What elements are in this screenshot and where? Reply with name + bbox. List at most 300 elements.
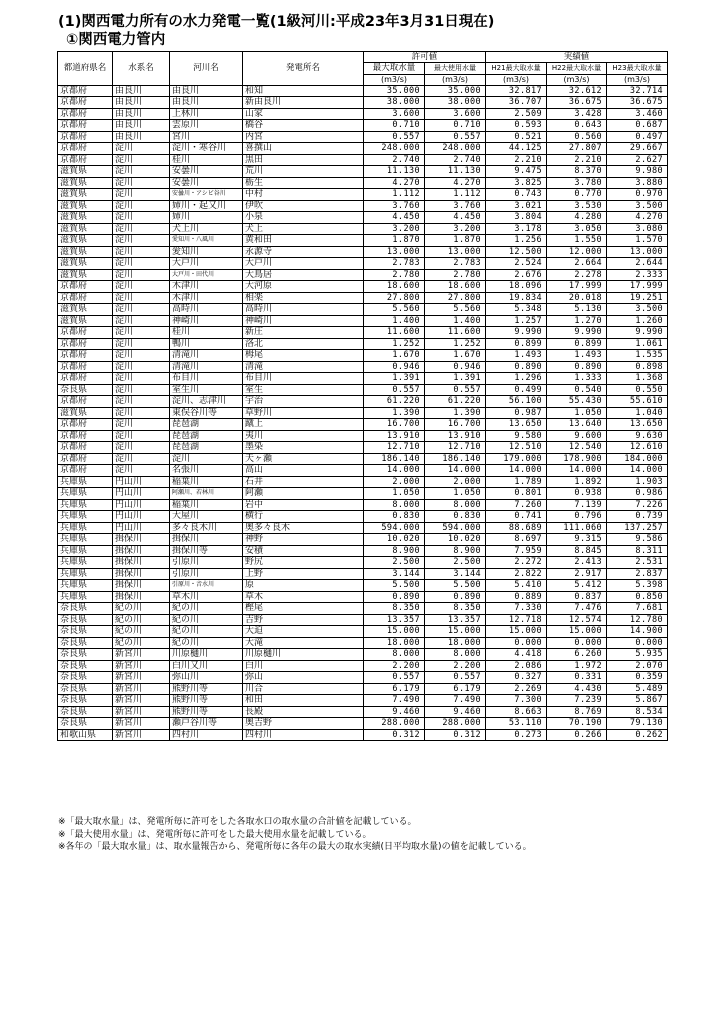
cell-h21: 0.521 [486, 131, 547, 143]
cell-max-intake: 2.780 [364, 269, 425, 281]
table-row [58, 476, 668, 488]
cell-h21: 32.817 [486, 85, 547, 97]
cell-system: 淀川 [113, 419, 170, 431]
cell-prefecture: 滋賀県 [58, 200, 113, 212]
cell-max-use: 4.270 [425, 177, 486, 189]
cell-h22: 12.000 [547, 246, 607, 258]
cell-river: 愛知川・八風川 [170, 235, 243, 247]
header-plant: 発電所名 [243, 52, 364, 86]
cell-system: 淀川 [113, 189, 170, 201]
cell-max-use: 248.000 [425, 143, 486, 155]
cell-h21: 12.510 [486, 442, 547, 454]
cell-h23: 0.000 [607, 637, 668, 649]
cell-max-intake: 1.112 [364, 189, 425, 201]
cell-max-use: 1.390 [425, 407, 486, 419]
cell-h21: 0.743 [486, 189, 547, 201]
cell-river: 安曇川 [170, 166, 243, 178]
cell-plant: 黒田 [243, 154, 364, 166]
table-row [58, 626, 668, 638]
cell-h21: 1.789 [486, 476, 547, 488]
table-row [58, 108, 668, 120]
cell-river: 桂川 [170, 327, 243, 339]
cell-max-intake: 0.557 [364, 384, 425, 396]
cell-h22: 8.769 [547, 706, 607, 718]
cell-prefecture: 京都府 [58, 465, 113, 477]
cell-h22: 1.972 [547, 660, 607, 672]
cell-plant: 安積 [243, 545, 364, 557]
cell-system: 淀川 [113, 373, 170, 385]
cell-system: 新宮川 [113, 683, 170, 695]
cell-max-use: 3.760 [425, 200, 486, 212]
cell-system: 淀川 [113, 281, 170, 293]
cell-max-use: 0.830 [425, 511, 486, 523]
cell-prefecture: 奈良県 [58, 649, 113, 661]
cell-prefecture: 京都府 [58, 131, 113, 143]
table-header [58, 52, 668, 86]
cell-system: 淀川 [113, 258, 170, 270]
cell-max-use: 4.450 [425, 212, 486, 224]
cell-h21: 0.000 [486, 637, 547, 649]
cell-system: 紀の川 [113, 637, 170, 649]
cell-h21: 15.000 [486, 626, 547, 638]
cell-h21: 9.475 [486, 166, 547, 178]
cell-h23: 79.130 [607, 718, 668, 730]
cell-h22: 36.675 [547, 97, 607, 109]
cell-max-intake: 8.350 [364, 603, 425, 615]
cell-max-intake: 16.700 [364, 419, 425, 431]
cell-h23: 4.270 [607, 212, 668, 224]
header-h23: H23最大取水量 [607, 63, 668, 75]
cell-max-intake: 9.460 [364, 706, 425, 718]
cell-h22: 0.266 [547, 729, 607, 741]
cell-prefecture: 京都府 [58, 350, 113, 362]
cell-prefecture: 京都府 [58, 85, 113, 97]
cell-h22: 0.770 [547, 189, 607, 201]
cell-plant: 室生 [243, 384, 364, 396]
cell-max-intake: 1.390 [364, 407, 425, 419]
cell-prefecture: 京都府 [58, 396, 113, 408]
cell-river: 阿瀬川、若林川 [170, 488, 243, 500]
cell-max-intake: 13.357 [364, 614, 425, 626]
table-row [58, 200, 668, 212]
cell-h21: 5.348 [486, 304, 547, 316]
cell-river: 紀の川 [170, 626, 243, 638]
table-row [58, 614, 668, 626]
cell-h22: 70.190 [547, 718, 607, 730]
cell-plant: 栂尾 [243, 350, 364, 362]
cell-h21: 0.899 [486, 338, 547, 350]
cell-max-intake: 288.000 [364, 718, 425, 730]
page-title: (1)関西電力所有の水力発電一覧(1級河川:平成23年3月31日現在) [58, 14, 495, 30]
cell-max-intake: 0.890 [364, 591, 425, 603]
cell-max-use: 1.050 [425, 488, 486, 500]
cell-h22: 20.018 [547, 292, 607, 304]
cell-max-intake: 13.910 [364, 430, 425, 442]
header-unit: (m3/s) [547, 74, 607, 85]
cell-max-intake: 13.000 [364, 246, 425, 258]
cell-h21: 3.021 [486, 200, 547, 212]
cell-river: 琵琶湖 [170, 442, 243, 454]
cell-max-intake: 3.144 [364, 568, 425, 580]
cell-max-intake: 7.490 [364, 695, 425, 707]
cell-max-intake: 594.000 [364, 522, 425, 534]
cell-system: 揖保川 [113, 580, 170, 592]
cell-max-use: 8.000 [425, 499, 486, 511]
table-row [58, 246, 668, 258]
cell-h21: 1.257 [486, 315, 547, 327]
section-subtitle: ①関西電力管内 [66, 32, 166, 48]
table-row [58, 212, 668, 224]
cell-max-use: 5.560 [425, 304, 486, 316]
cell-prefecture: 兵庫県 [58, 476, 113, 488]
cell-h23: 2.837 [607, 568, 668, 580]
cell-system: 新宮川 [113, 718, 170, 730]
table-row [58, 729, 668, 741]
cell-h22: 2.664 [547, 258, 607, 270]
cell-system: 淀川 [113, 407, 170, 419]
cell-plant: 岩中 [243, 499, 364, 511]
cell-max-intake: 0.312 [364, 729, 425, 741]
cell-max-use: 3.144 [425, 568, 486, 580]
cell-system: 淀川 [113, 235, 170, 247]
cell-h23: 13.650 [607, 419, 668, 431]
cell-plant: 新由良川 [243, 97, 364, 109]
cell-max-intake: 0.946 [364, 361, 425, 373]
cell-h21: 9.990 [486, 327, 547, 339]
cell-plant: 野尻 [243, 557, 364, 569]
cell-river: 木津川 [170, 281, 243, 293]
cell-max-intake: 18.600 [364, 281, 425, 293]
cell-h22: 0.890 [547, 361, 607, 373]
cell-system: 淀川 [113, 338, 170, 350]
table-row [58, 488, 668, 500]
cell-max-use: 1.252 [425, 338, 486, 350]
cell-prefecture: 滋賀県 [58, 407, 113, 419]
cell-max-use: 3.600 [425, 108, 486, 120]
cell-max-use: 594.000 [425, 522, 486, 534]
cell-prefecture: 兵庫県 [58, 580, 113, 592]
header-actual-group: 実績値 [486, 52, 668, 63]
cell-h23: 17.999 [607, 281, 668, 293]
cell-prefecture: 兵庫県 [58, 568, 113, 580]
cell-system: 新宮川 [113, 672, 170, 684]
table-row [58, 85, 668, 97]
cell-river: 瀬戸谷川等 [170, 718, 243, 730]
cell-river: 弥山川 [170, 672, 243, 684]
cell-prefecture: 奈良県 [58, 672, 113, 684]
cell-h23: 36.675 [607, 97, 668, 109]
cell-max-use: 13.357 [425, 614, 486, 626]
cell-prefecture: 滋賀県 [58, 177, 113, 189]
cell-max-intake: 2.000 [364, 476, 425, 488]
cell-plant: 奥多々良木 [243, 522, 364, 534]
cell-h21: 3.178 [486, 223, 547, 235]
cell-river: 稲葉川 [170, 499, 243, 511]
cell-river: 木津川 [170, 292, 243, 304]
cell-h21: 14.000 [486, 465, 547, 477]
cell-plant: 内宮 [243, 131, 364, 143]
table-row [58, 143, 668, 155]
cell-h21: 2.509 [486, 108, 547, 120]
cell-prefecture: 京都府 [58, 453, 113, 465]
cell-max-intake: 1.050 [364, 488, 425, 500]
cell-max-use: 27.800 [425, 292, 486, 304]
cell-h21: 1.296 [486, 373, 547, 385]
cell-h21: 2.269 [486, 683, 547, 695]
cell-river: 稲葉川 [170, 476, 243, 488]
table-row [58, 292, 668, 304]
cell-plant: 喜撰山 [243, 143, 364, 155]
cell-system: 淀川 [113, 223, 170, 235]
cell-h23: 3.880 [607, 177, 668, 189]
cell-system: 円山川 [113, 476, 170, 488]
cell-max-intake: 3.760 [364, 200, 425, 212]
cell-max-intake: 2.740 [364, 154, 425, 166]
cell-system: 揖保川 [113, 545, 170, 557]
cell-h21: 2.524 [486, 258, 547, 270]
cell-river: 安曇川 [170, 177, 243, 189]
cell-h22: 0.560 [547, 131, 607, 143]
cell-h23: 9.980 [607, 166, 668, 178]
cell-river: 揖保川 [170, 534, 243, 546]
cell-h22: 0.837 [547, 591, 607, 603]
table-row [58, 557, 668, 569]
cell-river: 犬上川 [170, 223, 243, 235]
cell-prefecture: 京都府 [58, 442, 113, 454]
cell-system: 淀川 [113, 430, 170, 442]
cell-river: 名張川 [170, 465, 243, 477]
cell-max-use: 0.890 [425, 591, 486, 603]
cell-system: 淀川 [113, 166, 170, 178]
cell-plant: 阿瀬 [243, 488, 364, 500]
cell-river: 神崎川 [170, 315, 243, 327]
table-row [58, 327, 668, 339]
table-row [58, 442, 668, 454]
table-body [58, 85, 668, 741]
cell-plant: 黄和田 [243, 235, 364, 247]
cell-h21: 0.801 [486, 488, 547, 500]
cell-max-intake: 4.450 [364, 212, 425, 224]
cell-h23: 8.311 [607, 545, 668, 557]
cell-h21: 19.834 [486, 292, 547, 304]
cell-h23: 9.990 [607, 327, 668, 339]
cell-system: 揖保川 [113, 534, 170, 546]
cell-max-use: 14.000 [425, 465, 486, 477]
cell-system: 新宮川 [113, 706, 170, 718]
table-row [58, 154, 668, 166]
cell-prefecture: 京都府 [58, 154, 113, 166]
cell-max-intake: 11.130 [364, 166, 425, 178]
table-row [58, 511, 668, 523]
cell-system: 円山川 [113, 522, 170, 534]
cell-prefecture: 兵庫県 [58, 522, 113, 534]
table-row [58, 465, 668, 477]
cell-river: 白川又川 [170, 660, 243, 672]
table-row [58, 419, 668, 431]
cell-prefecture: 兵庫県 [58, 591, 113, 603]
cell-h22: 178.900 [547, 453, 607, 465]
cell-max-use: 12.710 [425, 442, 486, 454]
cell-h23: 12.780 [607, 614, 668, 626]
cell-max-use: 1.112 [425, 189, 486, 201]
cell-max-use: 15.000 [425, 626, 486, 638]
cell-h23: 29.667 [607, 143, 668, 155]
cell-max-intake: 11.600 [364, 327, 425, 339]
cell-river: 布目川 [170, 373, 243, 385]
header-unit: (m3/s) [364, 74, 425, 85]
table-row [58, 269, 668, 281]
cell-h22: 13.640 [547, 419, 607, 431]
cell-max-use: 35.000 [425, 85, 486, 97]
cell-system: 淀川 [113, 143, 170, 155]
cell-h21: 0.499 [486, 384, 547, 396]
cell-max-intake: 1.870 [364, 235, 425, 247]
cell-system: 淀川 [113, 396, 170, 408]
cell-h21: 56.100 [486, 396, 547, 408]
cell-h23: 19.251 [607, 292, 668, 304]
cell-h21: 0.890 [486, 361, 547, 373]
cell-max-use: 2.500 [425, 557, 486, 569]
cell-river: 愛知川 [170, 246, 243, 258]
cell-prefecture: 滋賀県 [58, 304, 113, 316]
cell-plant: 草木 [243, 591, 364, 603]
footnotes [58, 816, 532, 854]
cell-h21: 2.272 [486, 557, 547, 569]
cell-h21: 53.110 [486, 718, 547, 730]
table-row [58, 223, 668, 235]
cell-h22: 3.428 [547, 108, 607, 120]
cell-h23: 137.257 [607, 522, 668, 534]
cell-system: 新宮川 [113, 649, 170, 661]
cell-plant: 高山 [243, 465, 364, 477]
cell-river: 熊野川等 [170, 695, 243, 707]
cell-system: 円山川 [113, 488, 170, 500]
cell-h21: 2.210 [486, 154, 547, 166]
cell-h22: 1.493 [547, 350, 607, 362]
cell-river: 四村川 [170, 729, 243, 741]
cell-plant: 荒川 [243, 166, 364, 178]
cell-river: 鴨川 [170, 338, 243, 350]
cell-h21: 0.987 [486, 407, 547, 419]
cell-prefecture: 京都府 [58, 97, 113, 109]
table-row [58, 649, 668, 661]
cell-h21: 44.125 [486, 143, 547, 155]
cell-prefecture: 京都府 [58, 143, 113, 155]
cell-h22: 0.540 [547, 384, 607, 396]
cell-h21: 2.676 [486, 269, 547, 281]
cell-h21: 179.000 [486, 453, 547, 465]
cell-river: 大屋川 [170, 511, 243, 523]
cell-prefecture: 兵庫県 [58, 534, 113, 546]
cell-max-use: 3.200 [425, 223, 486, 235]
cell-h22: 1.333 [547, 373, 607, 385]
cell-h23: 14.000 [607, 465, 668, 477]
cell-h22: 2.210 [547, 154, 607, 166]
table-row [58, 683, 668, 695]
cell-prefecture: 京都府 [58, 430, 113, 442]
table-row [58, 97, 668, 109]
cell-prefecture: 滋賀県 [58, 315, 113, 327]
cell-h22: 3.780 [547, 177, 607, 189]
cell-max-intake: 186.140 [364, 453, 425, 465]
cell-river: 引原川・音水川 [170, 580, 243, 592]
cell-h21: 1.256 [486, 235, 547, 247]
cell-plant: 小泉 [243, 212, 364, 224]
table-row [58, 338, 668, 350]
cell-max-use: 0.946 [425, 361, 486, 373]
cell-h21: 7.260 [486, 499, 547, 511]
cell-h23: 0.970 [607, 189, 668, 201]
cell-system: 紀の川 [113, 614, 170, 626]
header-prefecture: 都道府県名 [58, 52, 113, 86]
table-row [58, 499, 668, 511]
cell-river: 引原川 [170, 568, 243, 580]
cell-h23: 13.000 [607, 246, 668, 258]
cell-system: 淀川 [113, 269, 170, 281]
cell-plant: 横行 [243, 511, 364, 523]
cell-prefecture: 滋賀県 [58, 258, 113, 270]
cell-h21: 8.697 [486, 534, 547, 546]
cell-plant: 相楽 [243, 292, 364, 304]
cell-max-use: 0.710 [425, 120, 486, 132]
table-row [58, 430, 668, 442]
cell-prefecture: 京都府 [58, 281, 113, 293]
cell-river: 草木川 [170, 591, 243, 603]
cell-prefecture: 奈良県 [58, 384, 113, 396]
cell-max-intake: 1.670 [364, 350, 425, 362]
cell-prefecture: 奈良県 [58, 614, 113, 626]
cell-h22: 55.430 [547, 396, 607, 408]
header-unit: (m3/s) [486, 74, 547, 85]
cell-h23: 32.714 [607, 85, 668, 97]
cell-h23: 2.644 [607, 258, 668, 270]
cell-h23: 9.630 [607, 430, 668, 442]
footnote: ※各年の「最大取水量」は、取水量報告から、発電所毎に各年の最大の取水実績(日平均取水量)の値を記載している。 [58, 842, 532, 852]
cell-h22: 111.060 [547, 522, 607, 534]
table-row [58, 258, 668, 270]
cell-max-use: 8.900 [425, 545, 486, 557]
cell-river: 川原樋川 [170, 649, 243, 661]
cell-max-intake: 248.000 [364, 143, 425, 155]
cell-plant: 神野 [243, 534, 364, 546]
cell-prefecture: 滋賀県 [58, 166, 113, 178]
cell-system: 揖保川 [113, 568, 170, 580]
cell-h22: 9.315 [547, 534, 607, 546]
cell-h23: 12.610 [607, 442, 668, 454]
table-row [58, 189, 668, 201]
cell-h22: 3.530 [547, 200, 607, 212]
header-max-use: 最大使用水量 [425, 63, 486, 75]
cell-plant: 伊吹 [243, 200, 364, 212]
cell-h22: 32.612 [547, 85, 607, 97]
cell-h22: 6.260 [547, 649, 607, 661]
cell-h23: 0.262 [607, 729, 668, 741]
cell-prefecture: 兵庫県 [58, 488, 113, 500]
table-row [58, 580, 668, 592]
cell-max-use: 16.700 [425, 419, 486, 431]
cell-h22: 1.050 [547, 407, 607, 419]
table-row [58, 718, 668, 730]
cell-h21: 4.418 [486, 649, 547, 661]
cell-max-use: 10.020 [425, 534, 486, 546]
cell-max-use: 2.000 [425, 476, 486, 488]
cell-h22: 0.899 [547, 338, 607, 350]
cell-plant: 清滝 [243, 361, 364, 373]
cell-river: 揖保川等 [170, 545, 243, 557]
header-unit: (m3/s) [607, 74, 668, 85]
footnote: ※「最大使用水量」は、発電所毎に許可をした最大使用水量を記載している。 [58, 829, 372, 840]
cell-h21: 8.663 [486, 706, 547, 718]
